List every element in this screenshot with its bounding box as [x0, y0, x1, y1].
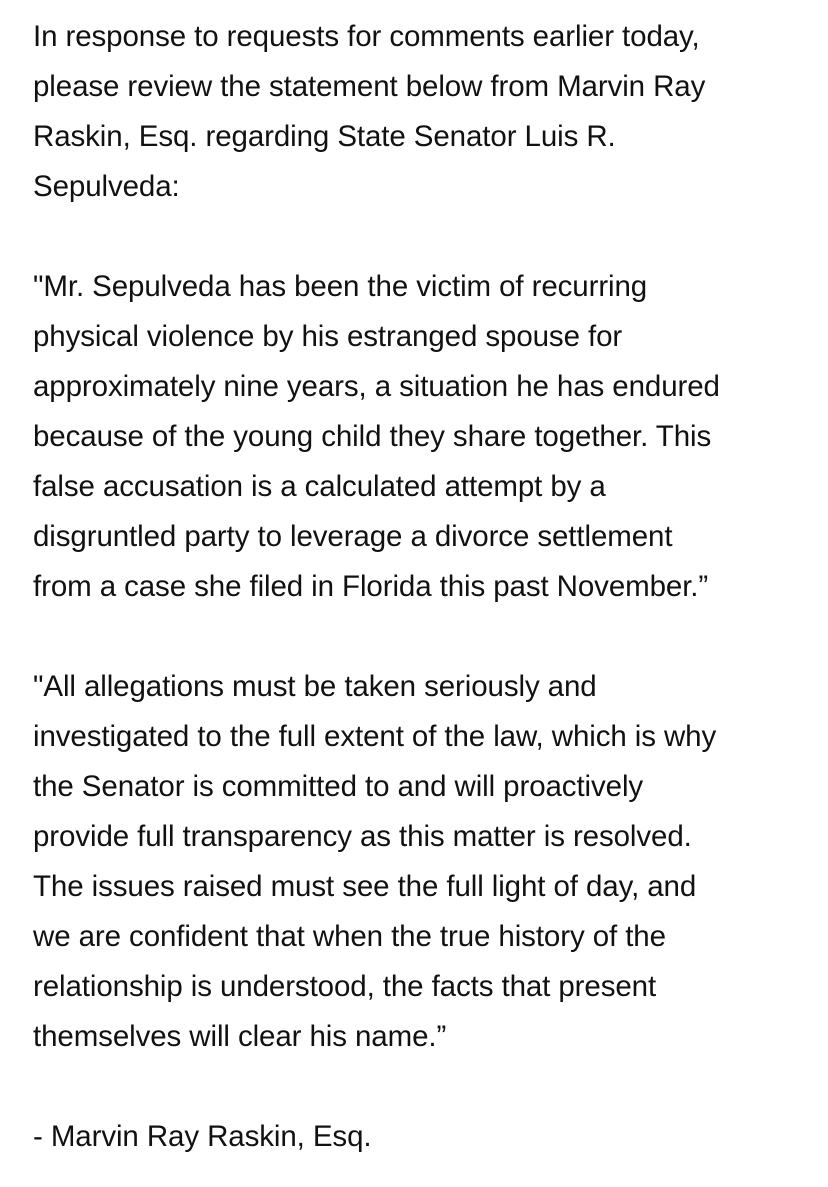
text-line: false accusation is a calculated attempt by a	[33, 470, 606, 503]
text-line: themselves will clear his name.”	[33, 1020, 447, 1053]
text-line: "All allegations must be taken seriously and	[33, 670, 597, 703]
text-line: from a case she filed in Florida this past November.”	[33, 570, 709, 603]
quote-paragraph-2	[33, 662, 823, 1062]
text-line: relationship is understood, the facts that present	[33, 970, 657, 1003]
text-line: we are confident that when the true history of the	[33, 920, 666, 953]
signature-paragraph	[33, 1112, 823, 1162]
text-line: "Mr. Sepulveda has been the victim of recurring	[33, 270, 648, 303]
paragraph-gap	[33, 612, 823, 662]
text-line: the Senator is committed to and will proactively	[33, 770, 644, 803]
statement-document	[33, 12, 823, 1162]
intro-paragraph	[33, 12, 823, 212]
text-line: Sepulveda:	[33, 170, 180, 203]
text-line: investigated to the full extent of the law, which is why	[33, 720, 717, 753]
signature-line: - Marvin Ray Raskin, Esq.	[33, 1120, 372, 1153]
text-line: approximately nine years, a situation he has endured	[33, 370, 720, 403]
text-line: The issues raised must see the full light of day, and	[33, 870, 697, 903]
text-line: disgruntled party to leverage a divorce settlement	[33, 520, 673, 553]
text-line: Raskin, Esq. regarding State Senator Luis R.	[33, 120, 616, 153]
text-line: physical violence by his estranged spouse for	[33, 320, 623, 353]
text-line: In response to requests for comments earlier today,	[33, 20, 700, 53]
paragraph-gap	[33, 1062, 823, 1112]
text-line: because of the young child they share together. This	[33, 420, 712, 453]
paragraph-gap	[33, 212, 823, 262]
text-line: provide full transparency as this matter is resolved.	[33, 820, 692, 853]
quote-paragraph-1	[33, 262, 823, 612]
text-line: please review the statement below from Marvin Ray	[33, 70, 706, 103]
